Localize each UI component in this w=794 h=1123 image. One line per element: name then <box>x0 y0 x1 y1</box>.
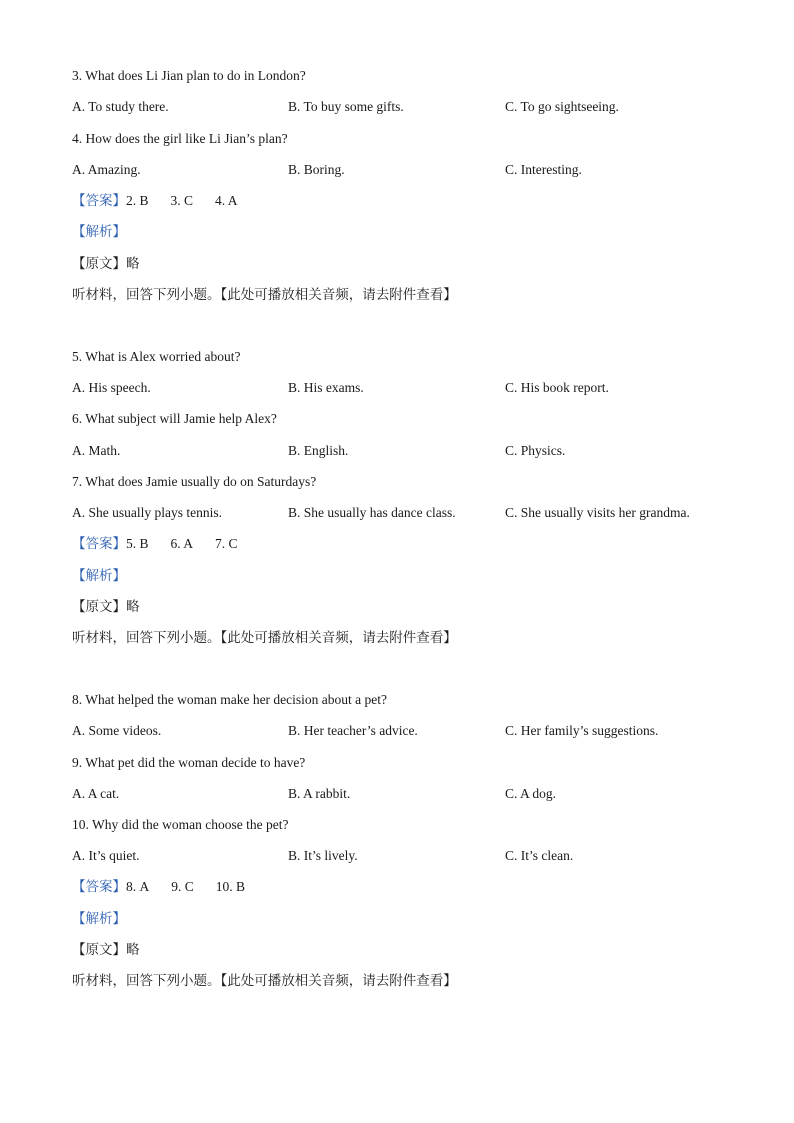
listen-instruction: 听材料，回答下列小题。【此处可播放相关音频，请去附件查看】 <box>72 287 457 303</box>
answer-tag: 【答案】 <box>72 193 126 209</box>
option-3c: C. To go sightseeing. <box>505 99 619 114</box>
answer-line-2 <box>72 536 238 552</box>
option-4a: A. Amazing. <box>72 162 141 177</box>
analysis-tag: 【解析】 <box>72 568 126 584</box>
answer-item: 7. C <box>215 536 238 551</box>
answer-item: 10. B <box>215 879 246 894</box>
analysis-tag: 【解析】 <box>72 224 126 240</box>
option-4c: C. Interesting. <box>505 162 582 177</box>
option-8c: C. Her family’s suggestions. <box>505 723 659 738</box>
option-7a: A. She usually plays tennis. <box>72 505 222 520</box>
original-text: 【原文】略 <box>72 256 140 272</box>
option-5a: A. His speech. <box>72 380 151 395</box>
option-7c: C. She usually visits her grandma. <box>505 505 690 520</box>
answer-item: 4. A <box>215 193 238 208</box>
option-9b: B. A rabbit. <box>288 786 351 801</box>
option-9a: A. A cat. <box>72 786 120 801</box>
question-7: 7. What does Jamie usually do on Saturdays? <box>72 474 317 489</box>
option-6a: A. Math. <box>72 443 121 458</box>
answer-tag: 【答案】 <box>72 879 126 895</box>
option-3a: A. To study there. <box>72 99 169 114</box>
listen-instruction: 听材料，回答下列小题。【此处可播放相关音频，请去附件查看】 <box>72 973 457 989</box>
option-5c: C. His book report. <box>505 380 609 395</box>
original-text: 【原文】略 <box>72 599 140 615</box>
option-10b: B. It’s lively. <box>288 848 358 863</box>
answer-item: 3. C <box>170 193 194 208</box>
original-text: 【原文】略 <box>72 942 140 958</box>
answer-item: 5. B <box>126 536 149 551</box>
answer-line-3 <box>72 879 245 895</box>
answer-item: 8. A <box>126 879 150 894</box>
option-10c: C. It’s clean. <box>505 848 574 863</box>
option-6b: B. English. <box>288 443 349 458</box>
option-8b: B. Her teacher’s advice. <box>288 723 418 738</box>
answer-item: 2. B <box>126 193 149 208</box>
option-6c: C. Physics. <box>505 443 566 458</box>
listen-instruction: 听材料，回答下列小题。【此处可播放相关音频，请去附件查看】 <box>72 630 457 646</box>
question-10: 10. Why did the woman choose the pet? <box>72 817 289 832</box>
option-8a: A. Some videos. <box>72 723 162 738</box>
option-4b: B. Boring. <box>288 162 345 177</box>
answer-item: 9. C <box>171 879 194 894</box>
option-5b: B. His exams. <box>288 380 364 395</box>
question-3: 3. What does Li Jian plan to do in London? <box>72 68 306 83</box>
option-10a: A. It’s quiet. <box>72 848 140 863</box>
question-6: 6. What subject will Jamie help Alex? <box>72 411 277 426</box>
answer-item: 6. A <box>170 536 194 551</box>
question-4: 4. How does the girl like Li Jian’s plan? <box>72 131 288 146</box>
question-8: 8. What helped the woman make her decision about a pet? <box>72 692 388 707</box>
option-9c: C. A dog. <box>505 786 557 801</box>
answer-line-1 <box>72 193 238 209</box>
question-5: 5. What is Alex worried about? <box>72 349 241 364</box>
option-7b: B. She usually has dance class. <box>288 505 456 520</box>
answer-tag: 【答案】 <box>72 536 126 552</box>
option-3b: B. To buy some gifts. <box>288 99 404 114</box>
analysis-tag: 【解析】 <box>72 911 126 927</box>
question-9: 9. What pet did the woman decide to have? <box>72 755 306 770</box>
